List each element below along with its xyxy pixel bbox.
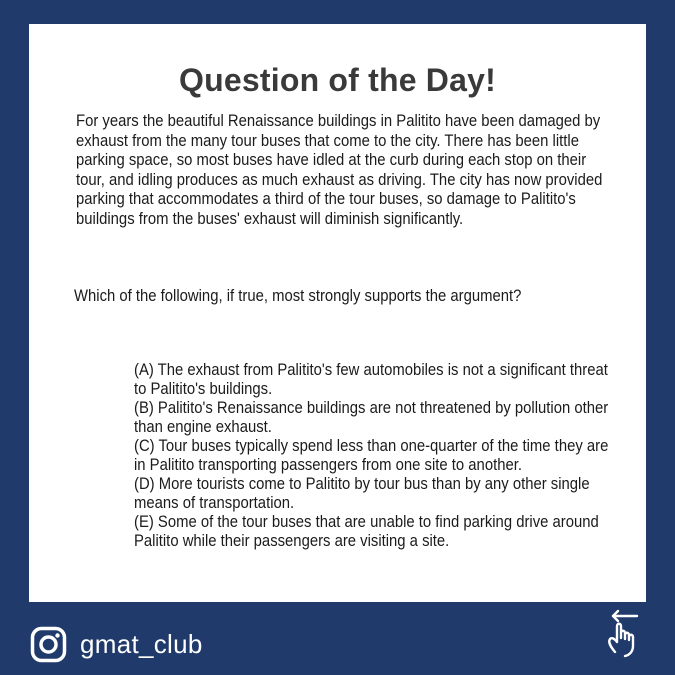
answer-options [134, 361, 620, 551]
social-handle: gmat_club [80, 629, 203, 659]
question-card [29, 24, 646, 602]
option-c[interactable]: (C) Tour buses typically spend less than one-quarter of the time they are in Palitito transporting passengers from one site to another. [134, 437, 609, 474]
option-a[interactable]: (A) The exhaust from Palitito's few automobiles is not a significant threat to Palitito's buildings. [134, 361, 608, 398]
instagram-icon [30, 626, 67, 663]
option-b[interactable]: (B) Palitito's Renaissance buildings are not threatened by pollution other than engine exhaust. [134, 399, 609, 436]
swipe-hand-icon [601, 608, 645, 660]
option-d[interactable]: (D) More tourists come to Palitito by tour bus than by any other single means of transportation. [134, 475, 590, 512]
question-stem: Which of the following, if true, most strongly supports the argument? [74, 287, 522, 305]
question-passage: For years the beautiful Renaissance buildings in Palitito have been damaged by exhaust from the many tour buses that come to the city. There has been little parking space, so most buses have idled at the curb during each stop on their tour, and idling produces as much exhaust as driving. The city has now provided parking that accommodates a third of the tour buses, so damage to Palitito's buildings from the buses' exhaust will diminish significantly. [76, 112, 603, 228]
page-title: Question of the Day! [179, 62, 496, 98]
option-e[interactable]: (E) Some of the tour buses that are unable to find parking drive around Palitito while their passengers are visiting a site. [134, 513, 599, 550]
